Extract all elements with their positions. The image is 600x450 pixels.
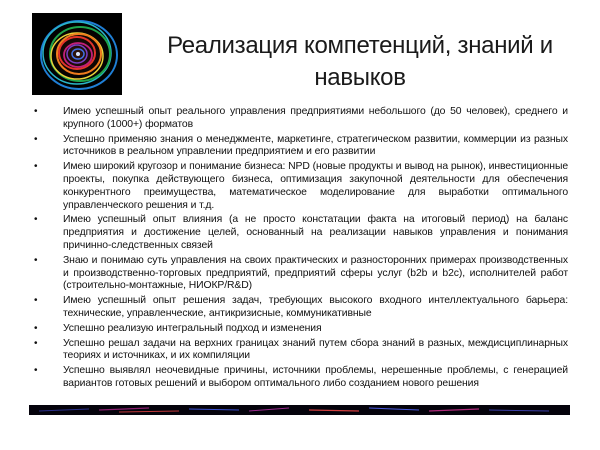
bullet-marker: •: [34, 214, 38, 226]
list-item: [34, 255, 568, 293]
page-title: Реализация компетенций, знаний и навыков: [167, 32, 553, 91]
bullet-marker: •: [34, 106, 38, 117]
list-item: [34, 161, 568, 212]
list-item: [34, 295, 568, 321]
bullet-text: Имею успешный опыт реального управления предприятиями небольшого (до 50 человек), среднего и крупного (1000+) форматов: [63, 106, 568, 130]
bullet-marker: •: [34, 161, 38, 173]
bullet-marker: •: [34, 295, 38, 307]
bullet-text: Успешно решал задачи на верхних границах знаний путем сбора знаний в разных, междисциплинарных теориях и источниках, и их компиляции: [63, 337, 568, 362]
bullet-text: Имею широкий кругозор и понимание бизнеса: NPD (новые продукты и вывод на рынок), инвестиционные проекты, покупка действующего бизнеса, оптимизация закупочной деятельности для обеспечения конкурентного преимущества, математическое моделирование для выработки оптимального управленческого решения и т.д.: [63, 161, 568, 211]
bullet-text: Успешно реализую интегральный подход и изменения: [63, 322, 322, 334]
bullet-marker: •: [34, 133, 38, 145]
bullet-text: Успешно применяю знания о менеджменте, маркетинге, стратегическом развитии, коммерции из разных источников в реальном управлении предприятием и его развитии: [63, 133, 568, 158]
spiral-light-rings-icon: [32, 13, 122, 95]
list-item: [34, 106, 568, 132]
list-item: [34, 338, 568, 364]
bullet-marker: •: [34, 254, 38, 266]
bullet-marker: •: [34, 322, 38, 334]
bullet-marker: •: [34, 365, 38, 377]
decorative-light-band: [29, 405, 570, 415]
bullet-text: Имею успешный опыт влияния (а не просто констатации факта на итоговый период) на баланс предприятия и достижение целей, основанный на реализации навыков управления и понимания причинно-следственных связей: [63, 214, 568, 251]
bullet-text: Знаю и понимаю суть управления на своих практических и разносторонних примерах производственных и производственно-торговых предприятий, предприятий сферы услуг (b2b и b2c), исполнителей работ (строительно-монтажные, НИОКР/R&D): [63, 254, 568, 292]
list-item: [34, 323, 568, 336]
bullet-text: Успешно выявлял неочевидные причины, источники проблемы, нерешенные проблемы, с генерацией вариантов готовых решений и выбором оптимального либо созданием нового решения: [63, 365, 568, 389]
list-item: [34, 134, 568, 160]
list-item: [34, 365, 568, 391]
bullet-list: [34, 106, 568, 393]
list-item: [34, 214, 568, 252]
bullet-marker: •: [34, 337, 38, 349]
bullet-text: Имею успешный опыт решения задач, требующих высокого входного интеллектуального барьера: технические, управленческие, антикризисные, коммуникативные: [63, 295, 568, 319]
